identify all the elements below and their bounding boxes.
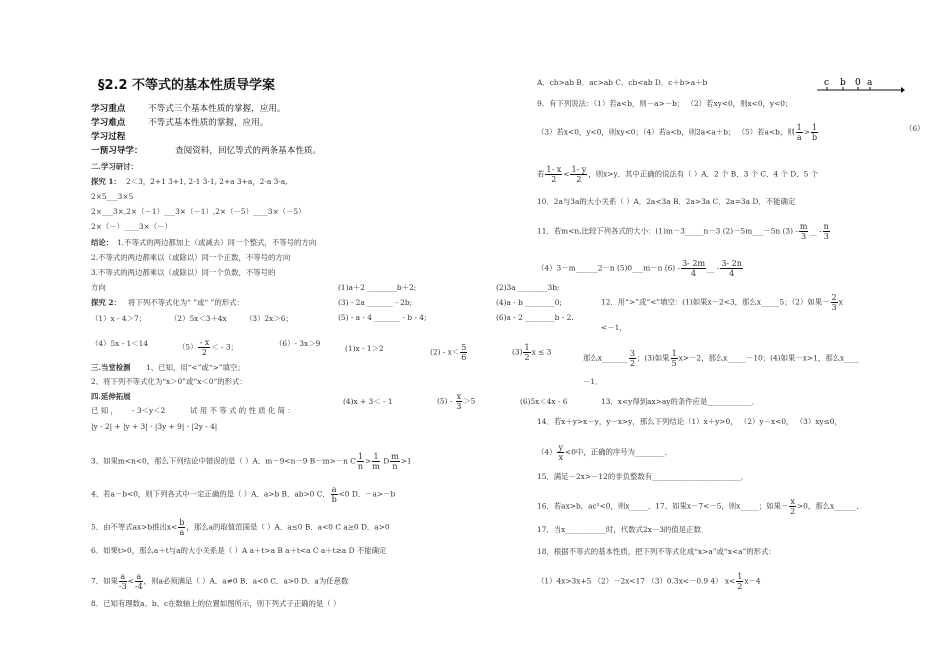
fraction: $\frac{2}{3}$ — [831, 293, 837, 312]
explore2-item-6: （6）- 3x＞9 — [275, 339, 321, 348]
question-14: 14．若x＋y>x－y，y－x>y，那么下列结论（1）x＋y>0， （2）y－x<0， （3）xy≤0， — [537, 417, 842, 426]
study-label: 二.学习研讨： — [91, 162, 138, 171]
question-15: 15．满足－2x>－12的非负整数有________________________． — [537, 472, 749, 481]
explore2-text: 将下列不等式化为“ ”或“ ”的形式： — [128, 298, 244, 307]
question-5: 5．由不等式ax>b推出x< $\frac{b}{a}$ ，那么a的取值范围是（ ）A．a≤0 B．a<0 C a≥0 D．a>0 — [91, 518, 390, 537]
fraction: $\frac{n}{3}$ — [823, 222, 829, 241]
question-11: 11．若m<n,比较下列各式的大小：(1)m－3_____n－3 (2)－5m___－5n (3) - $\frac{m}{3}$ __ - $\frac{n}{3}$ — [537, 222, 829, 241]
fraction: $\frac{m}{3}$ — [799, 222, 808, 241]
explore2-label: 探究 2： — [91, 298, 121, 307]
explore1-label: 探究 1： — [91, 177, 121, 186]
preview-label: 一预习导学： — [91, 146, 143, 156]
label-a: a — [867, 78, 873, 88]
question-11-b: （4）3－m______2－n (5)0___m－n (6) - $\frac{3- 2m}{4}$ __ - $\frac{3- 2n}{4}$ — [537, 259, 742, 278]
mini-row3-3: (6)5x＜4x - 6 — [520, 397, 568, 406]
fraction: $\frac{1}{m}$ — [372, 452, 380, 471]
explore2-item-4: （4）5x - 1＜14 — [91, 339, 149, 348]
label-c: c — [824, 78, 830, 88]
fraction: $\frac{1}{b}$ — [811, 123, 818, 142]
focus-label: 学习重点 — [91, 104, 126, 114]
fraction: $\frac{a}{-4}$ — [134, 572, 143, 591]
check-label: 三.当堂检测 — [91, 363, 131, 372]
question-13: 13．x<y得到ax>ay的条件应是____________． — [601, 397, 760, 406]
question-12-c: 那么x_______ $\frac{3}{2}$ ；(3)如果 $\frac{1}{5}$ x>－2，那么x_____－10；(4)如果－x>1，那么x____ — [583, 349, 859, 368]
extend-a-b: 试 用 不 等 式 的 性 质 化 简 ： — [190, 406, 295, 415]
fraction: $\frac{x}{3}$ — [456, 392, 462, 411]
conclusion-1: 1.不等式的两边都加上（或减去）同一个整式，不等号的方向 — [117, 238, 317, 247]
question-12: 12．用“>”或“<”填空：(1)如果x－2<3，那么x_____5；（2）如果－ $\frac{2}{3}$ x — [601, 293, 843, 312]
question-17: 17．当x___________时，代数式2x－3的值是正数． — [537, 525, 709, 534]
fraction: $\frac{1}{a}$ — [796, 123, 802, 142]
fraction: $\frac{a}{-3}$ — [118, 572, 127, 591]
mini-item-5: (5) - a - 4 _______ - b - 4; — [338, 313, 427, 322]
doc-title: §2.2 不等式的基本性质导学案 — [98, 78, 276, 93]
extend-a: 已 知 ， — [91, 406, 118, 415]
arrow-icon — [901, 87, 905, 93]
label-b: b — [840, 78, 846, 88]
question-3: 3、如果m<n<0，那么下列结论中错误的是（ ）A．m－9<n－9 B－m>－n C $\frac{1}{n}$ > $\frac{1}{m}$ D $\frac{m}{n}$ >1 — [91, 452, 412, 471]
mini-item-2: (2)3a ________3b; — [496, 283, 560, 292]
question-9-b: （3）若x<0，y<0，则xy<0；（4）若a<b，则2a<a＋b； （5）若a<b，则 $\frac{1}{a}$ > $\frac{1}{b}$ — [537, 123, 818, 142]
preview-text: 查阅资料，回忆等式的两条基本性质。 — [175, 146, 322, 156]
conclusion-2: 2.不等式的两边都乘以（或除以）同一个正数，不等号的方向 — [91, 253, 291, 262]
mini-row3-2: (5) - $\frac{x}{3}$ ＞5 — [437, 392, 476, 411]
conclusion-3: 3.不等式的两边都乘以（或除以）同一个负数，不等号的 — [91, 268, 276, 277]
extend-label: 四.延伸拓展 — [91, 392, 131, 401]
explore2-item-2: （2）5x＜3＋4x — [170, 314, 227, 323]
question-4: 4、若a－b<0，则下列各式中一定正确的是（ ）A．a>b B．ab>0 C． $\frac{a}{b}$ <0 D．－a>－b — [91, 485, 396, 504]
mini-item-4: (4)a - b ________0; — [496, 298, 562, 307]
conclusion-3b: 方向 — [91, 283, 106, 292]
question-8: 8．已知有理数a、b、c在数轴上的位置如图所示，则下列式子正确的是（ ） — [91, 599, 341, 608]
explore1-line1: 2＜3，2+1 3+1, 2-1 3-1, 2+a 3+a，2-a 3-a, — [126, 177, 288, 186]
number-line — [815, 74, 905, 96]
question-18-b: （1）4x>3x+5 （2）－2x<17 （3）0.3x<－0.9 4） x< $\frac{1}{2}$ x－4 — [537, 572, 761, 591]
question-7: 7．如果 $\frac{a}{-3}$ < $\frac{a}{-4}$ ，则a必须满足（ ）A．a≠0 B．a<0 C．a>0 D．a为任意数 — [91, 572, 349, 591]
question-10: 10．2a与3a的大小关系（ ）A．2a<3a B．2a>3a C．2a=3a D．不能确定 — [537, 197, 796, 206]
mini-item-1: (1)a＋2 ________b＋2; — [338, 283, 417, 292]
label-0: 0 — [855, 78, 861, 88]
check-2: 2、将下列不等式化为“x＞0”或“x＜0”的形式： — [91, 377, 247, 386]
fraction: $\frac{b}{a}$ — [179, 518, 185, 537]
question-12-d: －1． — [583, 377, 603, 386]
difficulty-label: 学习难点 — [91, 118, 126, 128]
explore1-line2: 2×5___3×5 — [91, 192, 134, 201]
explore1-line4: 2×（－）____3×（－） — [91, 222, 172, 231]
fraction: $\frac{- x}{2}$ — [199, 338, 210, 357]
fraction: $\frac{1}{2}$ — [737, 572, 743, 591]
explore2-item-1: （1）x - 4＞7； — [91, 314, 147, 323]
fraction: $\frac{5}{6}$ — [461, 343, 467, 362]
explore2-item-5: （5） $\frac{- x}{2}$ ＜ - 3； — [178, 338, 238, 357]
process-label: 学习过程 — [91, 132, 126, 142]
extend-a-cond: - 3＜y＜2 — [132, 406, 166, 415]
fraction: $\frac{1}{2}$ — [524, 343, 530, 362]
fraction: $\frac{y}{x}$ — [558, 443, 564, 462]
focus-text: 不等式三个基本性质的掌握，应用。 — [148, 104, 286, 114]
fraction: $\frac{a}{b}$ — [331, 485, 337, 504]
extend-a-expr: |y - 2| + |y + 3| - |3y + 9| - |2y - 4| — [91, 422, 218, 431]
difficulty-text: 不等式基本性质的掌握，应用。 — [148, 118, 269, 128]
question-9: 9．有下列说法：（1）若a<b，则－a>－b； （2）若xy<0，则x<0，y<0； — [537, 99, 793, 108]
mini-item-3: (3) - 2a _______ - 2b; — [338, 298, 413, 307]
question-8-options: A．cb>ab B．ac>ab C．cb<ab D．c＋b>a＋b — [537, 78, 708, 87]
mini-row2-3: (3) $\frac{1}{2}$ x ≤ 3 — [512, 343, 552, 362]
explore2-item-3: （3）2x＞6； — [245, 314, 293, 323]
question-6: 6．如果t>0，那么a＋t与a的大小关系是（ ）A a＋t>a B a＋t<a C a＋t≥a D 不能确定 — [91, 546, 387, 555]
fraction: $\frac{1}{5}$ — [671, 349, 677, 368]
question-12-b: <－1， — [601, 323, 627, 332]
mini-item-6: (6)a - 2 ________b - 2. — [496, 313, 574, 322]
fraction: $\frac{3- 2n}{4}$ — [721, 259, 742, 278]
check-text: 1、已知，用“<”或“>”填空； — [146, 363, 245, 372]
question-16: 16．若ax>b，ac²<0，则x_____．17、如果x－7<－5，则x_____；如果－ $\frac{x}{2}$ >0，那么x______． — [537, 497, 864, 516]
explore1-line3: 2×___3×,2×（－1）___3×（－1）,2×（－5）____3×（－5） — [91, 207, 306, 216]
fraction: $\frac{m}{n}$ — [391, 452, 399, 471]
question-9-c: 若 $\frac{1- x}{2}$ < $\frac{1- y}{2}$ ，则x>y．其中正确的说法有（ ）A．2 个 B．3 个 C．4 个 D．5 个 — [537, 165, 819, 184]
fraction: $\frac{3- 2m}{4}$ — [682, 259, 706, 278]
mini-row3-1: (4)x + 3＜ - 1 — [343, 397, 393, 406]
question-14-b: （4） $\frac{y}{x}$ <0中，正确的序号为________． — [537, 443, 672, 462]
fraction: $\frac{1- y}{2}$ — [571, 165, 587, 184]
conclusion-label: 结论： — [91, 238, 114, 247]
fraction: $\frac{x}{2}$ — [790, 497, 796, 516]
fraction: $\frac{1}{n}$ — [357, 452, 364, 471]
fraction: $\frac{1- x}{2}$ — [546, 165, 562, 184]
mini-row2-2: (2) - x＜ $\frac{5}{6}$ — [430, 343, 467, 362]
mini-row2-1: (1)x - 1＞2 — [345, 344, 384, 353]
question-9-b2: （6） — [905, 124, 925, 133]
fraction: $\frac{3}{2}$ — [629, 349, 635, 368]
question-18: 18．根据不等式的基本性质，把下列不等式化成“x>a”或“x<a”的形式： — [537, 547, 776, 556]
